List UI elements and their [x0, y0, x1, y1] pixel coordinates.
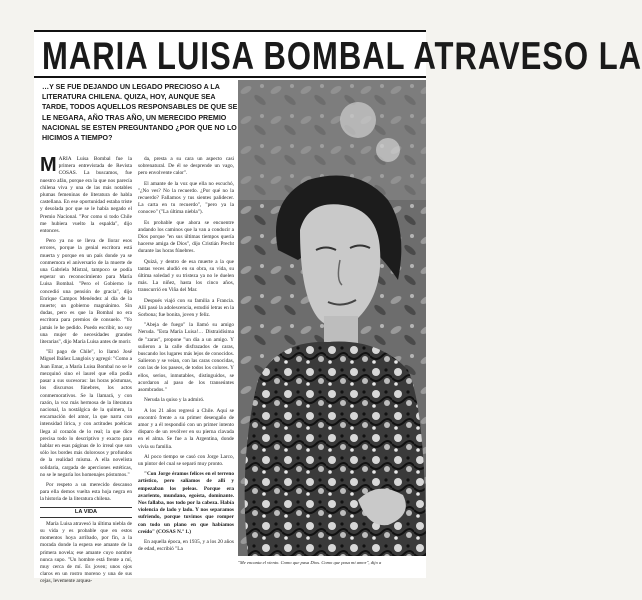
section-subhead: LA VIDA — [40, 507, 132, 518]
body-paragraph: María Luisa atravesó la última niebla de su vida y es probable que en estos momentos hoya arribado, por fin, a la morada donde la espera ese amante de la primera novela; ese amante cuyo nombre nunca supo. "Un hombre está frente a mí, muy cerca de mí. Es joven; unos ojos claros en un rostro moreno y una de sus cejas, levemente arquea- — [40, 520, 132, 585]
body-paragraph: Pero ya no se lleva de llorar esos errores, porque la genial escritora está muerta y porque en un país donde ya se conmemora el aniversario de la muerte de una Gabriela Mistral, tampoco se podía esperar un reconocimiento para María Luisa Bombal. "Pero el Gobierno le concedió una pensión de gracia", dijo Enrique Campos Menéndez al día de la muerte; un gobierno magnánimo. Sin dudas, pero es que la Bombal no era escritora para premios de consuelo. "Yo jamás le he pedido. Puedo escribir, no soy una mujer de necesidades grandes literarias", dijo María Luisa antes de morir. — [40, 238, 132, 346]
body-paragraph: "Abeja de fuego" la llamó su amigo Neruda. "Esta María Luisa!… Distraidísima de "zaras", propone "un día a un amigo. Y sulieron a la calle disfrazados de caras, buscando los lugares más lejos de conocidos. Salieron y se veían, con las caras conocidas, con las de los paseos, de todos los colores. Y ellos, serios, inmutables, distinguidos, se acordaron al paso de los transeúntes asombrados." — [138, 322, 234, 394]
portrait-illustration — [238, 80, 426, 556]
body-paragraph: Al poco tiempo se casó con Jorge Larco, un pintor del cual se separó muy pronto. — [138, 453, 234, 467]
quote-paragraph: "Con Jorge éramos felices en el terreno artístico, pero salíamos de allí y empezaban los peleas. Porque era avariento, mundano, egoísta, dominante. Nos fallaba, nos todo por la cabeza. Había violencia de lado y lado. Y nos separamos sufriendo, porque tuvimos que romper con todo un plano en que habíamos creído" (COSAS N.º 1.) — [138, 471, 234, 535]
headline-band — [34, 30, 642, 78]
body-paragraph: Es probable que ahora se encuentre andando los caminos que la van a conducir a Dios porque "en sus últimas tiempos quería hacerse amiga de Dios", dijo Cristián Precht durante las horas fúnebres. — [138, 219, 234, 255]
body-paragraph: Por respeto a un merecido descanso para ella demos vuelta esta hoja negra en la historia de la literatura chilena. — [40, 481, 132, 503]
text-column-2 — [138, 156, 234, 556]
lead-paragraph: …Y SE FUE DEJANDO UN LEGADO PRECIOSO A LA LITERATURA CHILENA. QUIZA, HOY, AUNQUE SEA TARDE, TODOS AQUELLOS RESPONSABLES DE QUE SE LE NEGARA, AÑO TRAS AÑO, UN MERECIDO PREMIO NACIONAL SE ESTEN PREGUNTANDO ¿POR QUE NO LO HICIMOS A TIEMPO? — [42, 83, 238, 143]
headline: MARIA LUISA BOMBAL ATRAVESO LA — [42, 34, 642, 78]
portrait-photo — [238, 80, 426, 556]
drop-cap: M — [40, 154, 57, 176]
body-paragraph: Neruda la quiso y la admiró. — [144, 397, 205, 404]
body-paragraph: Quizá, y dentro de esa muerte a la que tantas veces aludió en su obra, su vida, su última soledad y su tristeza ya no le duelen más. La niñez, hasta los cinco años, transcurrió en Viña del Mar. — [138, 258, 234, 294]
body-paragraph: da, presta a su cara un aspecto casi sobrenatural. De él se desprende un vago, pero envolvente calor". — [138, 156, 234, 177]
photo-caption: "Me encanta el viento. Como que pasa Dios. Como que pasa mi amor", dijo a — [238, 560, 382, 565]
body-paragraph: En aquella época, en 1935, y a los 20 años de edad, escribió "La — [138, 538, 234, 553]
magazine-page — [34, 30, 642, 585]
body-paragraph: "El pago de Chile", lo llamó José Miguel Ibáñez Langlois y agregó: "Como a Juan Emar, a María Luisa Bombal no se le mezquinó sino el laurel que ella podía pasar a sus sucesoras: las horas póstumas, los discursos fúnebres, los actos conmemorativos. Se la llamará, y con razón, la voz más hermosa de la literatura nacional, la nostálgica de la quimera, la encarnación del amor, la que narra con intensidad lírica, y con actitudes poéticas llega al corazón de lo real; la que dice precisa todo lo descriptivo y exacto para hablar en esas páginas de lo irreal que son sólo los bordes más dolorosos y profundos de la realidad misma. A ella novelista solidaria, cargada de aperciones estéticas, no se le negaría los homenajes póstumos." — [40, 349, 132, 478]
opening-paragraph — [40, 156, 132, 235]
body-paragraph: El amante de la voz que ella no escuchó, "¿No ves? No la recuerdo. ¿Por qué no la recuerdo? Fallamos y tus sientes palidecer. La carta en tu recuerdo", "pero ya la conoceo" ("La última niebla"). — [138, 180, 234, 216]
body-paragraph: Después viajó con su familia a Francia. Allí pasó la adolescencia, estudió letras en la Sorbona; fue bonita, joven y feliz. — [138, 297, 234, 319]
text-column-1 — [40, 156, 132, 589]
body-paragraph: A los 21 años regresó a Chile. Aquí se encontró frente a su primer desengaño de amor y a él respondió con un primer intento disparo de un revólver en su pierna clavada en el alma. Se fue a la Argentina, donde vivía su familia. — [138, 407, 234, 450]
opening-paragraph-text: ARIA Luisa Bombal fue la primera entrevistada de Revista COSAS. La buscamos, fue nuestro afán, porque era la que nos parecía chilena viva y una de las más notables plumas femeninas de literatura de habla castellana. En ese oportunidad estaba triste y desolada por que se le había negado el Premio Nacional. "Por como si todo Chile me hubiera vuelto la espalda", dijo entonces. — [40, 156, 132, 235]
